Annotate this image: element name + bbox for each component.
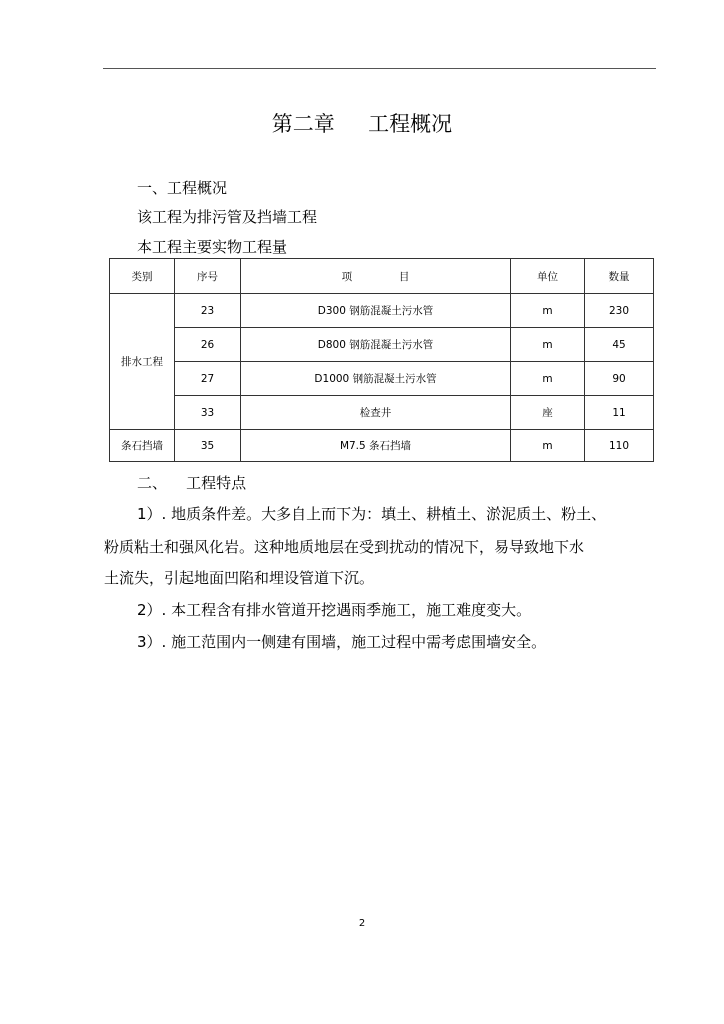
- header-cell: 项 目: [241, 259, 511, 294]
- no-cell: 26: [175, 328, 241, 362]
- category-cell: 条石挡墙: [110, 430, 175, 462]
- qty-cell: 110: [585, 430, 654, 462]
- no-cell: 23: [175, 294, 241, 328]
- para1-line3: 土流失，引起地面凹陷和埋设管道下沉。: [104, 569, 375, 587]
- section1-line2: 本工程主要实物工程量: [137, 238, 288, 256]
- table-row: [110, 328, 654, 362]
- no-cell: 35: [175, 430, 241, 462]
- item-cell: D800 钢筋混凝土污水管: [241, 328, 511, 362]
- section1-line1: 该工程为排污管及挡墙工程: [137, 208, 318, 226]
- unit-cell: m: [511, 328, 585, 362]
- section2-heading: 二、 工程特点: [137, 474, 247, 492]
- para1-line2: 粉质粘土和强风化岩。这种地质地层在受到扰动的情况下，易导致地下水: [104, 538, 585, 556]
- item-cell: 检查井: [241, 396, 511, 430]
- para3: 3）. 施工范围内一侧建有围墙，施工过程中需考虑围墙安全。: [137, 633, 547, 651]
- header-cell: 数量: [585, 259, 654, 294]
- no-cell: 33: [175, 396, 241, 430]
- quantity-table: [109, 258, 654, 462]
- category-cell: 排水工程: [110, 294, 175, 430]
- unit-cell: 座: [511, 396, 585, 430]
- table-row: [110, 430, 654, 462]
- header-rule: [103, 68, 656, 69]
- unit-cell: m: [511, 362, 585, 396]
- unit-cell: m: [511, 294, 585, 328]
- qty-cell: 230: [585, 294, 654, 328]
- header-cell: 单位: [511, 259, 585, 294]
- para1-line1: 1）. 地质条件差。大多自上而下为：填土、耕植土、淤泥质土、粉土、: [137, 505, 607, 523]
- header-cell: 类别: [110, 259, 175, 294]
- qty-cell: 90: [585, 362, 654, 396]
- qty-cell: 45: [585, 328, 654, 362]
- qty-cell: 11: [585, 396, 654, 430]
- no-cell: 27: [175, 362, 241, 396]
- unit-cell: m: [511, 430, 585, 462]
- section1-heading: 一、工程概况: [137, 179, 228, 197]
- item-cell: D300 钢筋混凝土污水管: [241, 294, 511, 328]
- page-number: 2: [358, 918, 366, 929]
- table-row: [110, 362, 654, 396]
- header-cell: 序号: [175, 259, 241, 294]
- chapter-title: 第二章 工程概况: [271, 112, 453, 136]
- para2: 2）. 本工程含有排水管道开挖遇雨季施工，施工难度变大。: [137, 601, 532, 619]
- item-cell: M7.5 条石挡墙: [241, 430, 511, 462]
- table-row: [110, 294, 654, 328]
- table-header-row: [110, 259, 654, 294]
- item-cell: D1000 钢筋混凝土污水管: [241, 362, 511, 396]
- table-row: [110, 396, 654, 430]
